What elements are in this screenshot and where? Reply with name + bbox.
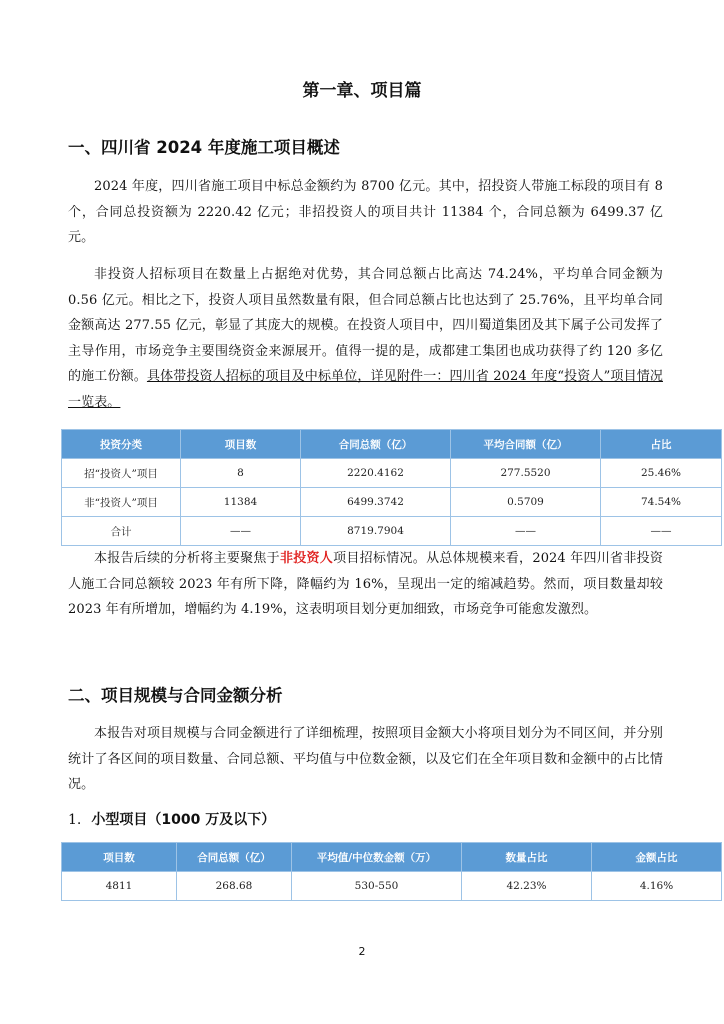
subsection-title: 小型项目（1000 万及以下） [91, 812, 276, 828]
scale-paragraph: 本报告对项目规模与合同金额进行了详细梳理，按照项目金额大小将项目划分为不同区间，并分别统计了各区间的项目数量、合同总额、平均值与中位数金额，以及它们在全年项目数和金额中的占比情况。 [68, 726, 663, 792]
table-header-cell: 项目数 [62, 843, 177, 872]
chapter-title: 第一章、项目篇 [302, 81, 422, 101]
focus-paragraph-after: 项目招标情况。从总体规模来看，2024 年四川省非投资人施工合同总额较 2023 年有所下降，降幅约为 16%，呈现出一定的缩减趋势。然而，项目数量却较 2023 年有所增加，增幅约为 4.19%，这表明项目划分更加细致，市场竞争可能愈发激烈。 [68, 551, 664, 617]
table-header-cell: 投资分类 [62, 430, 181, 459]
overview-paragraph-2 [68, 262, 663, 415]
section-heading-scale: 二、项目规模与合同金额分析 [68, 686, 283, 705]
table-cell: 25.46% [601, 459, 722, 488]
table-header-cell: 占比 [601, 430, 722, 459]
highlight-non-investor: 非投资人 [279, 551, 334, 566]
table-cell: 8 [181, 459, 301, 488]
appendix-reference-link[interactable]: 具体带投资人招标的项目及中标单位，详见附件一：四川省 2024 年度“投资人”项目情况一览表。 [68, 369, 663, 410]
table-cell: 2220.4162 [301, 459, 451, 488]
overview-paragraph-2-text: 非投资人招标项目在数量上占据绝对优势，其合同总额占比高达 74.24%，平均单合同金额为 0.56 亿元。相比之下，投资人项目虽然数量有限，但合同总额占比也达到了 25.76%，且平均单合同金额高达 277.55 亿元，彰显了其庞大的规模。在投资人项目中，四川蜀道集团及其下属子公司发挥了主导作用，市场竞争主要围绕资金来源展开。值得一提的是，成都建工集团也成功获得了约 120 多亿的施工份额。 [68, 267, 663, 384]
table-header-cell: 数量占比 [462, 843, 592, 872]
table-header-cell: 合同总额（亿） [301, 430, 451, 459]
focus-paragraph [68, 546, 663, 623]
table-cell: 8719.7904 [301, 517, 451, 546]
table-cell: —— [601, 517, 722, 546]
table-header-cell: 合同总额（亿） [177, 843, 292, 872]
subsection-number: 1. [68, 812, 82, 828]
table-cell: 招“投资人”项目 [62, 459, 181, 488]
table-header-row [62, 843, 722, 872]
table-header-cell: 项目数 [181, 430, 301, 459]
table-row-total [62, 517, 722, 546]
table-header-cell: 金额占比 [592, 843, 722, 872]
focus-paragraph-before: 本报告后续的分析将主要聚焦于 [94, 551, 280, 566]
table-row [62, 459, 722, 488]
table-header-cell: 平均合同额（亿） [451, 430, 601, 459]
table-cell: 11384 [181, 488, 301, 517]
table-cell: —— [451, 517, 601, 546]
investment-category-table [61, 429, 722, 546]
table-cell: 277.5520 [451, 459, 601, 488]
table-cell: 4.16% [592, 872, 722, 901]
table-cell: 4811 [62, 872, 177, 901]
small-projects-table [61, 842, 722, 901]
table-cell: —— [181, 517, 301, 546]
subsection-heading-small-projects [68, 809, 275, 829]
table-cell: 530-550 [292, 872, 462, 901]
table-cell: 0.5709 [451, 488, 601, 517]
table-cell: 42.23% [462, 872, 592, 901]
table-header-cell: 平均值/中位数金额（万） [292, 843, 462, 872]
table-cell: 74.54% [601, 488, 722, 517]
table-cell: 268.68 [177, 872, 292, 901]
table-cell: 非“投资人”项目 [62, 488, 181, 517]
table-row [62, 488, 722, 517]
overview-paragraph-1: 2024 年度，四川省施工项目中标总金额约为 8700 亿元。其中，招投资人带施工标段的项目有 8 个，合同总投资额为 2220.42 亿元；非招投资人的项目共计 11384 个，合同总额为 6499.37 亿元。 [68, 179, 663, 245]
table-cell: 6499.3742 [301, 488, 451, 517]
page-number: 2 [358, 945, 366, 958]
table-row [62, 872, 722, 901]
section-heading-overview: 一、四川省 2024 年度施工项目概述 [68, 138, 340, 157]
table-cell: 合计 [62, 517, 181, 546]
table-header-row [62, 430, 722, 459]
